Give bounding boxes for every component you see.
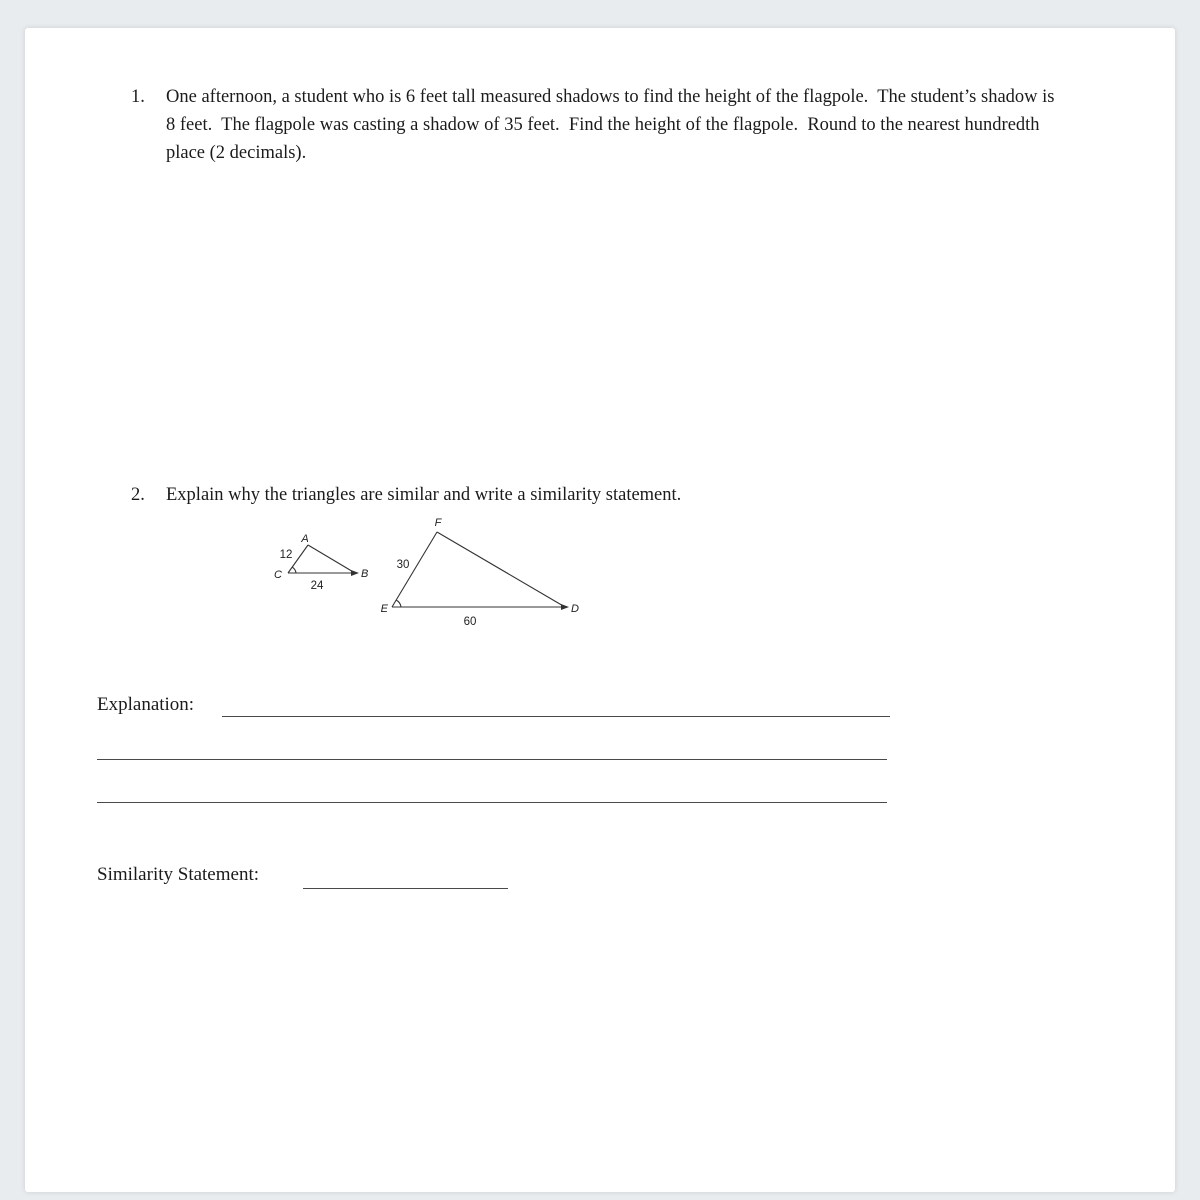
- similarity-statement-label: Similarity Statement:: [97, 864, 260, 885]
- explanation-blank-line-3: [97, 802, 887, 803]
- question-1-number: 1.: [131, 87, 145, 107]
- vertex-label-e: E: [380, 603, 388, 615]
- explanation-label: Explanation:: [97, 694, 195, 715]
- triangle-def: [381, 517, 579, 628]
- similarity-statement-blank-line: [303, 888, 508, 889]
- vertex-label-d: D: [571, 603, 579, 615]
- question-1: [131, 83, 1066, 167]
- explanation-blank-line-2: [97, 759, 887, 760]
- side-label-60: 60: [463, 616, 477, 628]
- vertex-label-b: B: [361, 568, 369, 580]
- question-2: [131, 481, 1066, 509]
- arrowhead-b: [351, 570, 359, 576]
- question-1-text: One afternoon, a student who is 6 feet tall measured shadows to find the height of the flagpole. The student’s shadow is 8 feet. The flagpole was casting a shadow of 35 feet. Find the height of the flagpole. Round to the nearest hundredth place (2 decimals).: [166, 87, 1060, 163]
- side-label-12: 12: [279, 549, 293, 561]
- triangle-abc: [274, 533, 368, 592]
- document-page: [25, 28, 1175, 1192]
- side-label-30: 30: [396, 559, 410, 571]
- explanation-blank-line-1: [222, 716, 890, 717]
- question-2-number: 2.: [131, 485, 145, 505]
- triangles-diagram: [260, 512, 590, 634]
- angle-arc-c: [292, 567, 296, 573]
- angle-arc-e: [396, 600, 401, 607]
- vertex-label-f: F: [434, 517, 442, 529]
- vertex-label-a: A: [301, 533, 309, 545]
- arrowhead-d: [561, 604, 569, 610]
- vertex-label-c: C: [274, 569, 282, 581]
- triangles-svg: [260, 512, 590, 634]
- side-label-24: 24: [310, 580, 324, 592]
- question-2-text: Explain why the triangles are similar and write a similarity statement.: [166, 485, 682, 505]
